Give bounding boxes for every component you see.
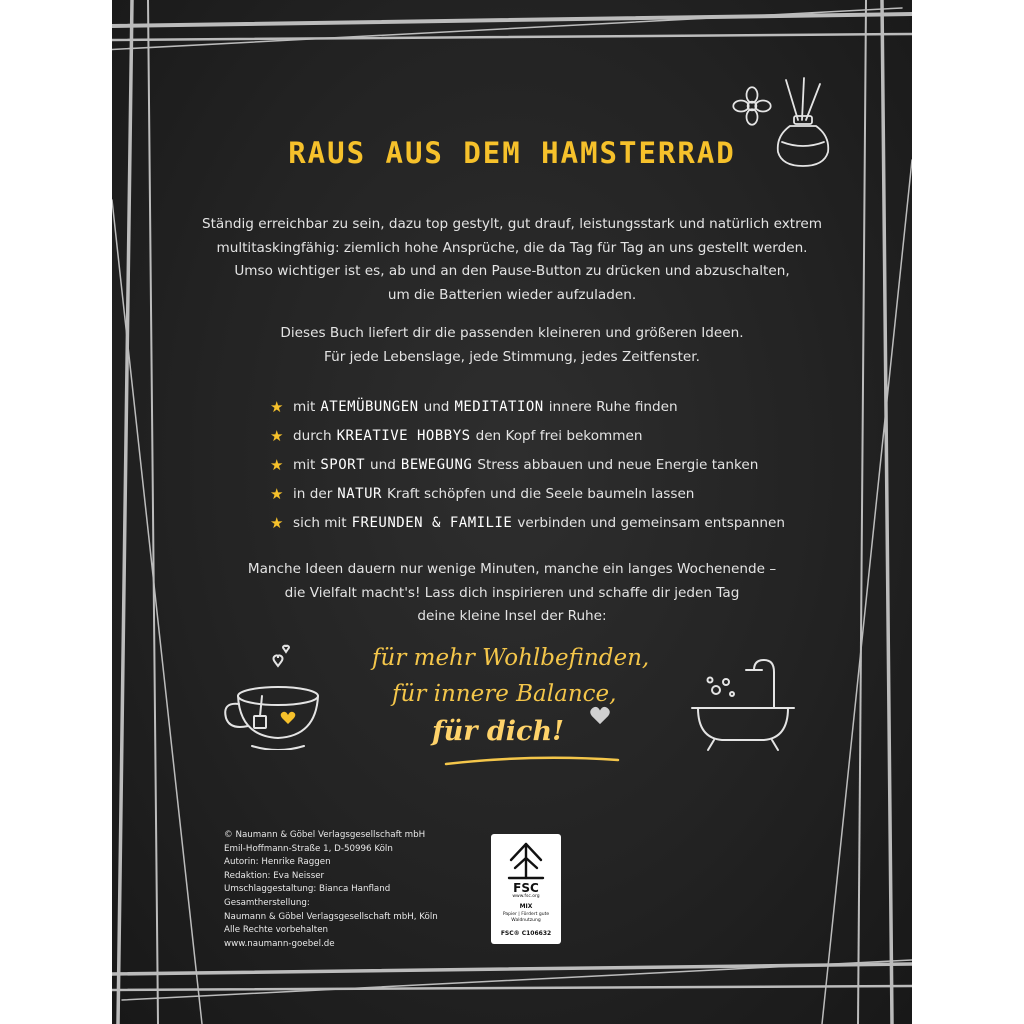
intro-line: Dieses Buch liefert dir die passenden kleineren und größeren Ideen.	[280, 325, 744, 341]
fsc-tree-icon	[505, 840, 547, 880]
feature-text: verbinden und gemeinsam entspannen	[517, 514, 785, 531]
feature-item	[270, 392, 785, 421]
feature-highlight: NATUR	[337, 485, 382, 502]
fsc-name: FSC	[513, 881, 539, 895]
intro-line: Für jede Lebenslage, jede Stimmung, jedes Zeitfenster.	[324, 348, 700, 365]
outro-line: Manche Ideen dauern nur wenige Minuten, manche ein langes Wochenende –	[247, 561, 777, 577]
fsc-mix: MIX	[519, 903, 533, 910]
book-back-cover	[112, 0, 912, 1024]
tagline-line: für innere Balance,	[392, 681, 617, 707]
feature-text: durch	[293, 427, 332, 444]
feature-text: mit	[293, 456, 316, 473]
star-icon: ★	[270, 484, 284, 503]
tagline-quote	[372, 640, 672, 752]
fsc-label	[491, 834, 561, 944]
imprint-block	[224, 829, 438, 951]
feature-highlight: KREATIVE HOBBYS	[336, 427, 471, 444]
feature-text: sich mit	[293, 514, 347, 531]
feature-text: mit	[293, 398, 316, 415]
feature-item	[270, 508, 785, 537]
intro-paragraph	[192, 213, 832, 307]
feature-highlight: SPORT	[320, 456, 366, 473]
star-icon: ★	[270, 426, 284, 445]
imprint-line: Naumann & Göbel Verlagsgesellschaft mbH, Köln	[224, 911, 438, 922]
underline-swoosh	[442, 752, 622, 770]
feature-text: und	[370, 456, 396, 473]
bathtub-icon	[688, 654, 798, 754]
feature-text: Stress abbauen und neue Energie tanken	[477, 456, 759, 473]
star-icon: ★	[270, 513, 284, 532]
outro-line: deine kleine Insel der Ruhe:	[417, 608, 607, 624]
imprint-line: Redaktion: Eva Neisser	[224, 870, 325, 881]
outro-paragraph	[192, 558, 832, 629]
feature-text: den Kopf frei bekommen	[475, 427, 643, 444]
fsc-code: FSC® C106632	[500, 930, 552, 937]
star-icon: ★	[270, 455, 284, 474]
heart-icon	[589, 706, 611, 726]
tagline-line: für dich!	[432, 716, 564, 747]
diffuser-icon	[768, 76, 838, 172]
feature-item	[270, 421, 785, 450]
tagline-line: für mehr Wohlbefinden,	[372, 645, 650, 671]
intro-line: um die Batterien wieder aufzuladen.	[387, 286, 637, 303]
feature-item	[270, 479, 785, 508]
feature-list	[270, 392, 785, 537]
fsc-source: Papier | Fördert gute Waldnutzung	[502, 912, 550, 923]
imprint-line: Umschlaggestaltung: Bianca Hanfland	[224, 884, 391, 895]
fsc-website: www.fsc.org	[512, 894, 540, 899]
feature-highlight: BEWEGUNG	[400, 456, 473, 473]
intro-line: Ständig erreichbar zu sein, dazu top gestylt, gut drauf, leistungsstark und natürlich extrem	[201, 216, 823, 232]
imprint-line: Emil-Hoffmann-Straße 1, D-50996 Köln	[224, 843, 393, 854]
imprint-line: Autorin: Henrike Raggen	[224, 857, 331, 868]
feature-highlight: FREUNDEN & FAMILIE	[351, 514, 513, 531]
feature-highlight: ATEMÜBUNGEN	[320, 398, 419, 415]
feature-highlight: MEDITATION	[454, 398, 544, 415]
intro-paragraph-2	[192, 322, 832, 369]
imprint-line: © Naumann & Göbel Verlagsgesellschaft mbH	[224, 830, 426, 840]
imprint-line: Alle Rechte vorbehalten	[224, 925, 329, 936]
star-icon: ★	[270, 397, 284, 416]
teacup-icon	[222, 638, 334, 750]
imprint-line: www.naumann-goebel.de	[224, 938, 335, 949]
page-title: RAUS AUS DEM HAMSTERRAD	[288, 136, 736, 170]
feature-text: und	[423, 398, 450, 415]
feature-text: in der	[293, 485, 333, 502]
feature-text: Kraft schöpfen und die Seele baumeln lassen	[386, 485, 695, 502]
intro-line: multitaskingfähig: ziemlich hohe Ansprüche, die da Tag für Tag an uns gestellt werden.	[216, 239, 808, 256]
feature-text: innere Ruhe finden	[548, 398, 678, 415]
feature-item	[270, 450, 785, 479]
outro-line: die Vielfalt macht's! Lass dich inspirieren und schaffe dir jeden Tag	[284, 584, 740, 601]
intro-line: Umso wichtiger ist es, ab und an den Pause-Button zu drücken und abzuschalten,	[234, 263, 790, 279]
imprint-line: Gesamtherstellung:	[224, 897, 310, 908]
